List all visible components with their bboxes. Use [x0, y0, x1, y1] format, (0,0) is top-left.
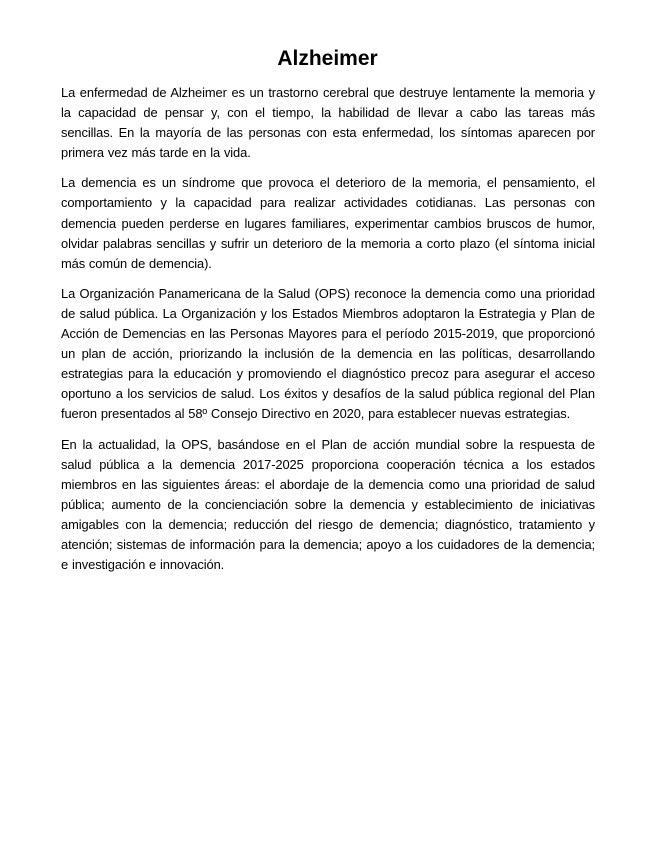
paragraph-ops-strategy: La Organización Panamericana de la Salud (OPS) reconoce la demencia como una prioridad de salud pública. La Organización y los Estados Miembros adoptaron la Estrategia y Plan de Acción de Demencias en las Personas Mayores para el período 2015-2019, que proporcionó un plan de acción, priorizando la inclusión de la demencia en las políticas, desarrollando estrategias para la educación y promoviendo el diagnóstico precoz para asegurar el acceso oportuno a los servicios de salud. Los éxitos y desafíos de la salud pública regional del Plan fueron presentados al 58º Consejo Directivo en 2020, para establecer nuevas estrategias.	[61, 285, 595, 422]
paragraph-dementia-definition: La demencia es un síndrome que provoca el deterioro de la memoria, el pensamiento, el comportamiento y la capacidad para realizar actividades cotidianas. Las personas con demencia pueden perderse en lugares familiares, experimentar cambios bruscos de humor, olvidar palabras sencillas y sufrir un deterioro de la memoria a corto plazo (el síntoma inicial más común de demencia).	[61, 175, 595, 271]
page-title: Alzheimer	[277, 47, 378, 70]
paragraph-alzheimer-definition: La enfermedad de Alzheimer es un trastorno cerebral que destruye lentamente la memoria y la capacidad de pensar y, con el tiempo, la habilidad de llevar a cabo las tareas más sencillas. En la mayoría de las personas con esta enfermedad, los síntomas aparecen por primera vez más tarde en la vida.	[61, 85, 595, 161]
paragraph-ops-current-action: En la actualidad, la OPS, basándose en el Plan de acción mundial sobre la respuesta de salud pública a la demencia 2017-2025 proporciona cooperación técnica a los estados miembros en las siguientes áreas: el abordaje de la demencia como una prioridad de salud pública; aumento de la concienciación sobre la demencia y establecimiento de iniciativas amigables con la demencia; reducción del riesgo de demencia; diagnóstico, tratamiento y atención; sistemas de información para la demencia; apoyo a los cuidadores de la demencia; e investigación e innovación.	[61, 436, 595, 573]
document-body	[61, 83, 595, 585]
